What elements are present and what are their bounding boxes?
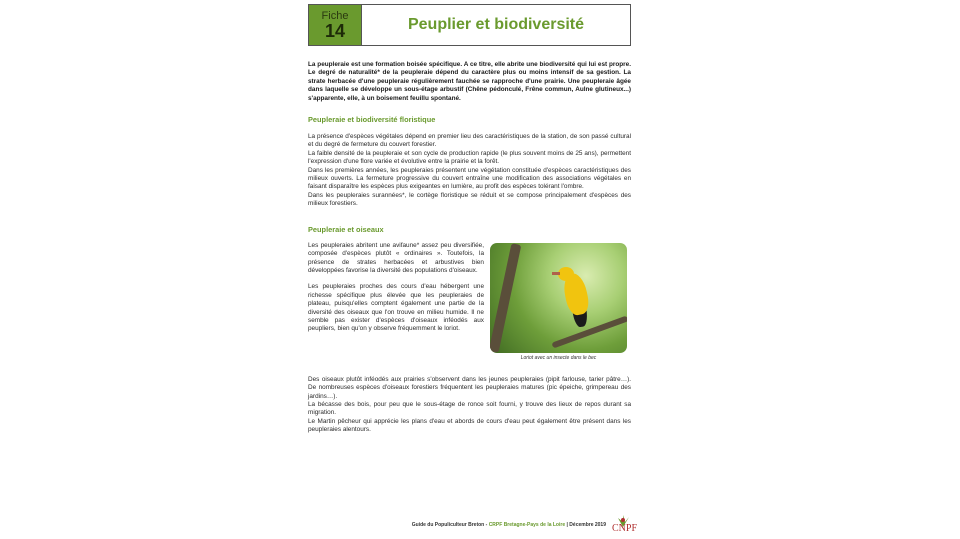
- birds-paragraph-2: Les peupleraies proches des cours d'eau hébergent une richesse spécifique plus élevée que les peupleraies de plateau, puisqu'elles comptent également une partie de la diversité des oiseaux que l'on trouve en milieu humide. Il ne semble pas exister d'espèces d'oiseaux inféodés aux peupliers, bien qu'on y observe fréquemment le loriot.: [308, 283, 484, 333]
- footer-date: Décembre 2019: [569, 522, 606, 528]
- page-header: [308, 4, 631, 46]
- birds-paragraph-1: Les peupleraies abritent une avifaune* assez peu diversifiée, composée d'espèces plutôt « ordinaires ». Toutefois, la présence de strates herbacées et arbustives bien développées favorise la diversité des populations d'oiseaux.: [308, 241, 484, 274]
- birds-paragraph-3: Des oiseaux plutôt inféodés aux prairies s'observent dans les jeunes peupleraies (pipit farlouse, tarier pâtre…). De nombreuses espèces d'oiseaux forestiers fréquentent les peupleraies matures (pic épeiche, grimpereau des jardins…).: [308, 375, 631, 400]
- birds-paragraph-5: Le Martin pêcheur qui apprécie les plans d'eau et abords de cours d'eau peut également être présent dans les peupleraies alentours.: [308, 417, 631, 434]
- footer-org: CRPF Bretagne-Pays de la Loire: [488, 522, 566, 528]
- birds-text-column: [308, 242, 484, 334]
- photo-caption: Loriot avec un insecte dans le bec: [520, 354, 597, 361]
- page-body: [308, 61, 631, 435]
- document-page: [308, 0, 638, 539]
- oriole-photo: [490, 243, 627, 353]
- page-footer: [412, 522, 606, 528]
- flora-paragraph-1: La présence d'espèces végétales dépend en premier lieu des caractéristiques de la station, de son passé cultural et du degré de fermeture du couvert forestier.: [308, 133, 631, 149]
- birds-row: [308, 242, 631, 362]
- footer-guide: Guide du Populiculteur Breton -: [411, 522, 489, 528]
- fiche-label: Fiche: [321, 9, 349, 22]
- logo-text: CNPF: [612, 523, 638, 534]
- flora-paragraph-4: Dans les peupleraies surannées*, le cortège floristique se réduit et se compose principalement d'espèces des milieux forestiers.: [308, 191, 631, 208]
- photo-figure: [490, 243, 627, 362]
- flora-paragraph-3: Dans les premières années, les peupleraies présentent une végétation constituée d'espèces caractéristiques des milieux ouverts. La fermeture progressive du couvert entraîne une modification des associations végétales en faisant disparaître les espèces plus exigeantes en lumière, au profit des espèces tolérant l'ombre.: [308, 166, 631, 191]
- cnpf-logo: [612, 514, 638, 536]
- page-title: Peuplier et biodiversité: [407, 16, 585, 33]
- footer-separator: |: [565, 522, 570, 528]
- intro-paragraph: La peupleraie est une formation boisée spécifique. A ce titre, elle abrite une biodiversité qui lui est propre. Le degré de naturalité* de la peupleraie dépend du caractère plus ou moins intensif de sa gestion. La strate herbacée d'une peupleraie régulièrement fauchée se rapproche d'une prairie. Une peupleraie âgée dans laquelle se développe un sous-étage arbustif (Chêne pédonculé, Frêne commun, Aulne glutineux...) s'apparente, elle, à un boisement feuillu spontané.: [308, 61, 631, 102]
- section-heading-birds: Peupleraie et oiseaux: [308, 224, 384, 234]
- fiche-badge: [309, 5, 362, 45]
- flora-paragraph-2: La faible densité de la peupleraie et son cycle de production rapide (le plus souvent moins de 25 ans), permettent l'expression d'une flore variée et évolutive entre la prairie et la forêt.: [308, 149, 631, 166]
- section-heading-flora: Peupleraie et biodiversité floristique: [308, 115, 436, 125]
- fiche-number: 14: [324, 20, 346, 41]
- birds-paragraph-4: La bécasse des bois, pour peu que le sous-étage de ronce soit fourni, y trouve des lieux de repos durant sa migration.: [308, 400, 631, 417]
